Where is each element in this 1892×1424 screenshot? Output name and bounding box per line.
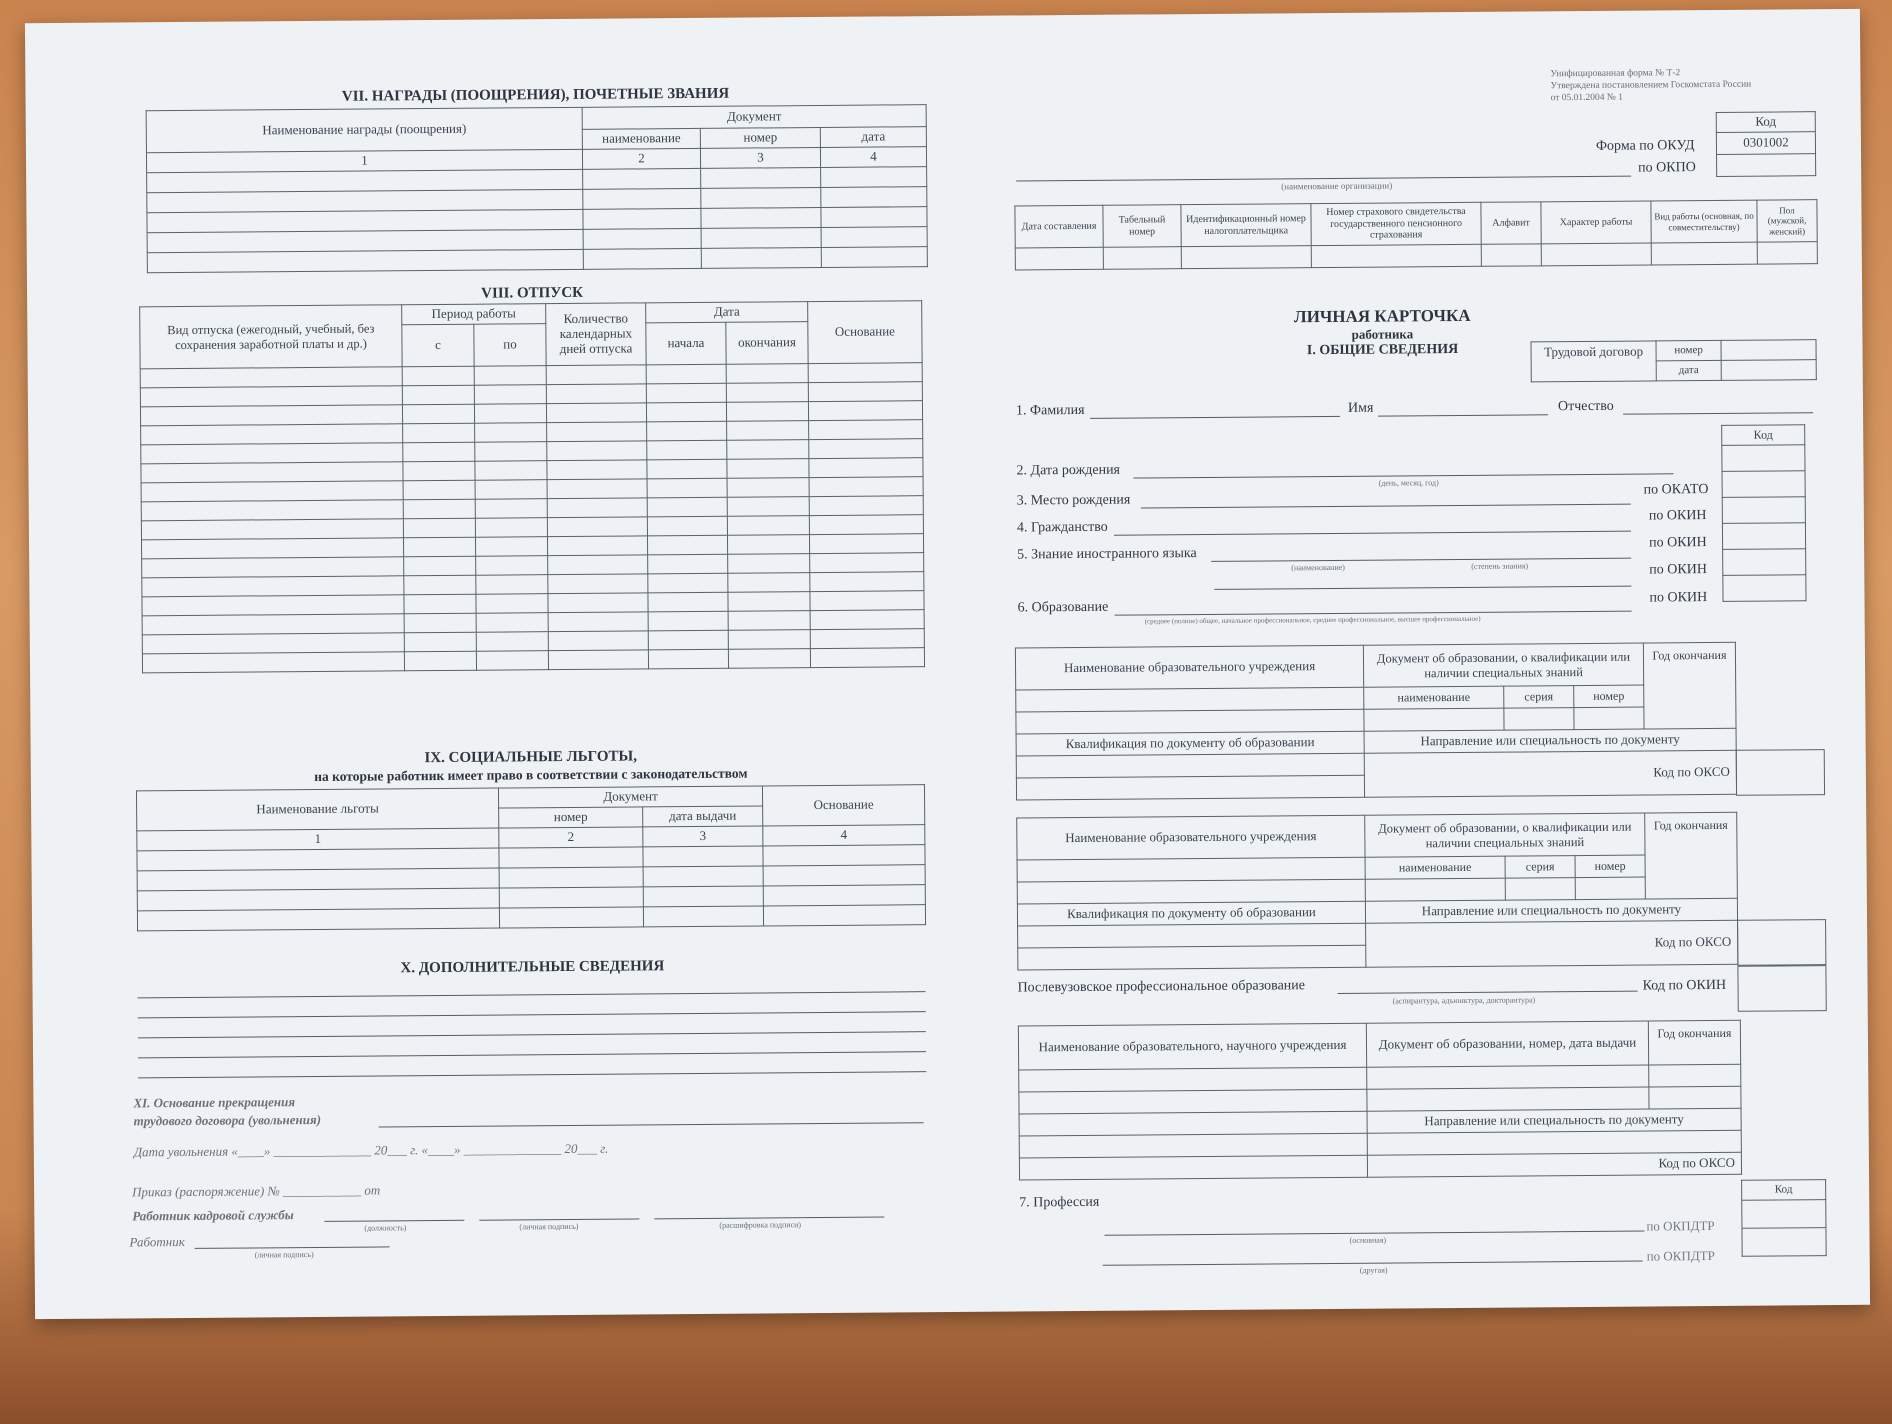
section-11-title-2: трудового договора (увольнения)	[133, 1111, 322, 1129]
edu1-okso-label: Код по ОКСО	[1364, 750, 1736, 797]
dismissal-date: Дата увольнения «____» _______________ 20___ г. «____» _______________ 20___ г.	[133, 1140, 609, 1160]
employee-signature-line[interactable]	[195, 1246, 390, 1249]
vacation-col-from: с	[402, 324, 474, 367]
edu1-col-year: Год окончания	[1643, 642, 1736, 729]
education-label: 6. Образование	[1017, 599, 1109, 616]
section-9-subtitle: на которые работник имеет право в соответствии с законодательством	[314, 765, 748, 784]
edu2-col-qual: Квалификация по документу об образовании	[1017, 901, 1365, 926]
okin-label-1: по ОКИН	[1648, 508, 1707, 524]
form-sheet	[25, 9, 1870, 1319]
okpdtr-label-1: по ОКПДТР	[1646, 1217, 1715, 1234]
profession-caption-1: (основная)	[1349, 1235, 1387, 1245]
edu2-col-doc: Документ об образовании, о квалификации или наличии специальных знаний	[1365, 813, 1645, 857]
benefits-col-date: дата выдачи	[643, 806, 763, 827]
okud-label: Форма по ОКУД	[1595, 138, 1695, 154]
awards-col-doc-name: наименование	[582, 128, 700, 149]
vacation-cell[interactable]	[142, 633, 404, 654]
section-7-title: VII. НАГРАДЫ (ПООЩРЕНИЯ), ПОЧЕТНЫЕ ЗВАНИЯ	[341, 85, 730, 105]
benefits-num-1: 1	[137, 828, 499, 851]
edu1-cell[interactable]	[1016, 753, 1364, 778]
cap-position: (должность)	[364, 1223, 407, 1233]
vacation-col-end: окончания	[726, 322, 808, 365]
patronymic-label: Отчество	[1557, 398, 1614, 415]
order-line: Приказ (распоряжение) № ____________ от	[132, 1182, 381, 1200]
birthdate-label: 2. Дата рождения	[1016, 462, 1121, 479]
code-cell[interactable]	[1723, 549, 1806, 576]
awards-col-doc-date: дата	[820, 127, 926, 148]
surname-label: 1. Фамилия	[1015, 402, 1085, 419]
section-1-title: I. ОБЩИЕ СВЕДЕНИЯ	[1306, 341, 1459, 359]
header-line-1: Унифицированная форма № Т-2	[1550, 68, 1681, 80]
vacation-col-type: Вид отпуска (ежегодный, учебный, без сохранения заработной платы и др.)	[140, 305, 402, 369]
edu2-okso-value[interactable]	[1737, 919, 1826, 966]
language-caption-1: (наименование)	[1291, 562, 1345, 573]
contract-date-value[interactable]	[1721, 360, 1816, 381]
code-cell[interactable]	[1722, 445, 1805, 472]
birthdate-caption: (день, месяц, год)	[1378, 478, 1439, 488]
section-9-title: IX. СОЦИАЛЬНЫЕ ЛЬГОТЫ,	[424, 748, 638, 767]
col-gender: Пол (мужской, женский)	[1757, 200, 1817, 242]
profession-code-1[interactable]	[1742, 1200, 1826, 1229]
code-cell[interactable]	[1722, 497, 1805, 524]
contract-label: Трудовой договор	[1531, 341, 1656, 382]
additional-line[interactable]	[138, 1071, 926, 1078]
okin-label-3: по ОКИН	[1649, 562, 1708, 578]
col-alphabet: Алфавит	[1481, 202, 1541, 244]
col-work-type: Вид работы (основная, по совместительству)	[1651, 200, 1757, 243]
vacation-cell[interactable]	[142, 614, 404, 635]
vacation-cell[interactable]	[141, 538, 403, 559]
col-tax-id: Идентификационный номер налогоплательщика	[1181, 204, 1311, 247]
name-label: Имя	[1347, 400, 1374, 416]
awards-cell[interactable]	[147, 249, 583, 272]
postgrad-cell[interactable]	[1019, 1089, 1367, 1114]
okud-kod: Код	[1716, 112, 1815, 133]
vacation-cell[interactable]	[141, 424, 403, 445]
okpdtr-label-2: по ОКПДТР	[1646, 1247, 1715, 1264]
vacation-cell[interactable]	[141, 443, 403, 464]
birthplace-label: 3. Место рождения	[1016, 492, 1131, 509]
postgrad-caption: (аспирантура, адъюнктура, докторантура)	[1392, 995, 1536, 1006]
benefits-cell[interactable]	[137, 848, 499, 871]
citizenship-label: 4. Гражданство	[1016, 519, 1108, 536]
benefits-col-doc: Документ	[498, 786, 762, 808]
cap-decode: (расшифровка подписи)	[719, 1220, 802, 1230]
hr-decode-line[interactable]	[654, 1217, 884, 1220]
citizenship-line[interactable]	[1114, 531, 1631, 536]
postgrad-cell[interactable]	[1019, 1111, 1367, 1136]
edu2-col-inst: Наименование образовательного учреждения	[1017, 815, 1365, 860]
edu1-cell[interactable]	[1016, 775, 1364, 800]
benefits-cell[interactable]	[137, 908, 499, 931]
language-line-2[interactable]	[1214, 586, 1631, 590]
profession-caption-2: (другая)	[1359, 1265, 1388, 1275]
vacation-cell[interactable]	[141, 500, 403, 521]
header-line-2: Утверждена постановлением Госкомстата России	[1550, 79, 1752, 92]
okud-box	[1716, 111, 1817, 177]
edu1-cell[interactable]	[1016, 709, 1364, 734]
card-info-cell[interactable]	[1015, 247, 1103, 270]
col-personnel-number: Табельный номер	[1103, 205, 1181, 248]
vacation-cell[interactable]	[141, 519, 403, 540]
language-caption-2: (степень знания)	[1471, 561, 1529, 571]
header-line-3: от 05.01.2004 № 1	[1550, 92, 1624, 103]
card-info-table	[1014, 199, 1817, 270]
card-subtitle: работника	[1351, 326, 1414, 342]
vacation-cell[interactable]	[142, 576, 404, 597]
section-11-title-1: XI. Основание прекращения	[133, 1094, 296, 1111]
edu2-okso-label: Код по ОКСО	[1366, 920, 1738, 967]
hr-signature-line[interactable]	[479, 1218, 639, 1220]
vacation-cell[interactable]	[142, 595, 404, 616]
vacation-cell[interactable]	[141, 481, 403, 502]
vacation-col-start: начала	[646, 322, 726, 365]
contract-date-label: дата	[1656, 360, 1721, 381]
benefits-table	[136, 784, 926, 931]
edu1-col-qual: Квалификация по документу об образовании	[1016, 731, 1364, 756]
col-date-compiled: Дата составления	[1015, 205, 1103, 248]
benefits-cell[interactable]	[137, 868, 499, 891]
postgrad-col-inst: Наименование образовательного, научного учреждения	[1018, 1023, 1366, 1070]
benefits-num-3: 3	[643, 826, 763, 847]
postgrad-label: Послевузовское профессиональное образование	[1017, 978, 1306, 996]
benefits-col-num: номер	[499, 807, 643, 828]
benefits-col-basis: Основание	[762, 785, 924, 826]
awards-col-doc: Документ	[582, 105, 926, 130]
cap-signature: (личная подпись)	[519, 1221, 579, 1232]
profession-kod: Код	[1742, 1180, 1826, 1201]
vacation-cell[interactable]	[142, 557, 404, 578]
postgrad-cell[interactable]	[1019, 1067, 1367, 1092]
postgrad-col-year: Год окончания	[1648, 1020, 1740, 1065]
code-cell[interactable]	[1722, 523, 1805, 550]
profession-codes	[1741, 1179, 1827, 1257]
postgrad-okin-label: Код по ОКИН	[1642, 977, 1727, 994]
benefits-num-2: 2	[499, 827, 643, 848]
name-line[interactable]	[1378, 414, 1548, 416]
vacation-col-date: Дата	[646, 302, 808, 323]
postgrad-cell[interactable]	[1019, 1133, 1367, 1158]
org-caption: (наименование организации)	[1281, 180, 1393, 192]
section-10-title: X. ДОПОЛНИТЕЛЬНЫЕ СВЕДЕНИЯ	[400, 958, 665, 977]
birthplace-line[interactable]	[1141, 504, 1631, 509]
edu1-col-doc-name: наименование	[1364, 686, 1504, 709]
edu1-col-inst: Наименование образовательного учреждения	[1015, 645, 1363, 690]
contract-box	[1530, 339, 1816, 382]
code-cell[interactable]	[1723, 575, 1806, 602]
hr-worker-label: Работник кадровой службы	[132, 1207, 294, 1224]
additional-line[interactable]	[138, 1011, 926, 1018]
hr-position-line[interactable]	[324, 1220, 464, 1222]
okpo-value[interactable]	[1717, 154, 1816, 177]
surname-line[interactable]	[1090, 416, 1340, 419]
awards-num-4: 4	[820, 147, 926, 168]
vacation-table	[139, 300, 925, 673]
edu2-col-year: Год окончания	[1645, 812, 1738, 899]
benefits-cell[interactable]	[137, 888, 499, 911]
awards-col-doc-num: номер	[700, 127, 820, 148]
okpo-label: по ОКПО	[1638, 160, 1696, 176]
postgrad-okin-value[interactable]	[1737, 965, 1826, 1012]
edu1-col-number: номер	[1574, 685, 1644, 708]
edu2-col-number: номер	[1575, 855, 1645, 878]
vacation-cell[interactable]	[142, 652, 404, 673]
code-cell[interactable]	[1722, 471, 1805, 498]
contract-num-label: номер	[1656, 340, 1721, 361]
awards-num-1: 1	[146, 149, 582, 172]
edu2-cell[interactable]	[1018, 945, 1366, 970]
postgrad-col-doc: Документ об образовании, номер, дата выдачи	[1366, 1021, 1648, 1067]
edu2-col-spec: Направление или специальность по документу	[1365, 898, 1737, 923]
patronymic-line[interactable]	[1623, 412, 1813, 414]
edu1-col-spec: Направление или специальность по документу	[1364, 728, 1736, 753]
vacation-col-days: Количество календарных дней отпуска	[546, 303, 646, 366]
codes-kod: Код	[1722, 425, 1805, 446]
language-label: 5. Знание иностранного языка	[1017, 546, 1197, 563]
awards-col-name: Наименование награды (поощрения)	[146, 107, 582, 152]
contract-num-value[interactable]	[1721, 340, 1816, 361]
education-caption: (среднее (полное) общее, начальное профессиональное, среднее профессиональное, высшее профессиональное)	[1144, 614, 1481, 626]
additional-line[interactable]	[138, 1051, 926, 1058]
vacation-cell[interactable]	[141, 462, 403, 483]
awards-num-3: 3	[700, 147, 820, 168]
edu2-cell[interactable]	[1017, 879, 1365, 904]
postgrad-col-spec: Направление или специальность по документу	[1367, 1108, 1741, 1133]
postgrad-line[interactable]	[1338, 991, 1638, 994]
cap-emp-signature: (личная подпись)	[254, 1249, 314, 1260]
profession-code-2[interactable]	[1742, 1228, 1826, 1257]
edu2-col-series: серия	[1505, 856, 1575, 879]
vacation-cell[interactable]	[140, 405, 402, 426]
okud-value: 0301002	[1716, 132, 1815, 155]
edu1-col-doc: Документ об образовании, о квалификации или наличии специальных знаний	[1363, 643, 1643, 687]
language-line[interactable]	[1211, 558, 1631, 562]
edu1-col-series: серия	[1504, 686, 1574, 709]
education-table-1	[1015, 642, 1737, 801]
vacation-col-period: Период работы	[402, 304, 546, 325]
okin-label-2: по ОКИН	[1649, 535, 1707, 551]
awards-num-2: 2	[582, 148, 700, 169]
form-header	[1550, 68, 1751, 105]
card-title: ЛИЧНАЯ КАРТОЧКА	[1293, 305, 1471, 327]
okato-label: по ОКАТО	[1643, 482, 1709, 498]
edu2-cell[interactable]	[1017, 857, 1365, 882]
awards-table	[146, 104, 928, 273]
profession-label: 7. Профессия	[1019, 1194, 1100, 1211]
edu1-okso-value[interactable]	[1736, 749, 1825, 796]
vacation-cell[interactable]	[140, 367, 402, 388]
vacation-col-to: по	[474, 324, 546, 367]
section-8-title: VIII. ОТПУСК	[481, 284, 584, 302]
vacation-col-basis: Основание	[808, 301, 922, 364]
edu2-cell[interactable]	[1018, 923, 1366, 948]
col-work-character: Характер работы	[1541, 201, 1651, 244]
vacation-cell[interactable]	[140, 386, 402, 407]
postgrad-table	[1018, 1020, 1742, 1181]
col-pension-number: Номер страхового свидетельства государственного пенсионного страхования	[1311, 202, 1481, 245]
edu1-cell[interactable]	[1016, 687, 1364, 712]
dismissal-basis-line[interactable]	[379, 1122, 924, 1127]
okin-label-4: по ОКИН	[1649, 590, 1708, 606]
benefits-col-name: Наименование льготы	[136, 788, 498, 831]
employee-label: Работник	[129, 1234, 185, 1250]
benefits-num-4: 4	[763, 825, 925, 846]
edu2-col-doc-name: наименование	[1365, 856, 1505, 879]
postgrad-cell[interactable]	[1019, 1155, 1367, 1180]
postgrad-okso-label: Код по ОКСО	[1367, 1152, 1741, 1177]
codes-box	[1721, 424, 1806, 602]
additional-line[interactable]	[138, 991, 926, 998]
education-table-2	[1016, 812, 1738, 971]
additional-line[interactable]	[138, 1031, 926, 1038]
